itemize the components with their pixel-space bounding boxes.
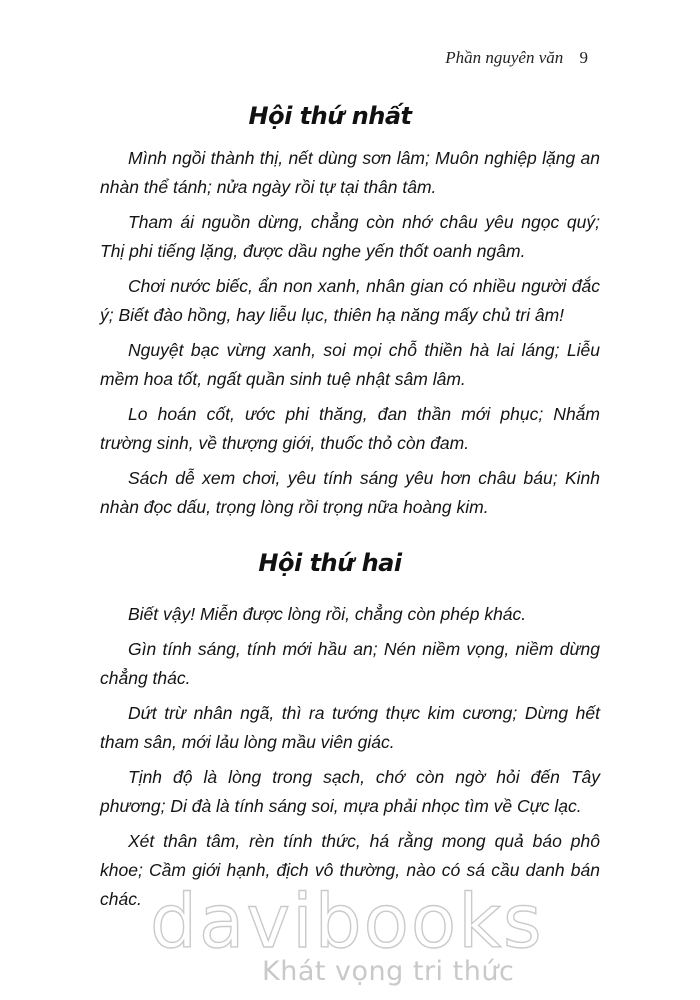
page-number: 9	[579, 48, 588, 67]
paragraph: Chơi nước biếc, ẩn non xanh, nhân gian có nhiều người đắc ý; Biết đào hồng, hay liễu lục, thiên hạ năng mấy chủ tri âm!	[100, 276, 600, 325]
paragraph: Xét thân tâm, rèn tính thức, há rằng mong quả báo phô khoe; Cầm giới hạnh, địch vô thường, nào có sá cầu danh bán chác.	[100, 831, 600, 909]
paragraph: Mình ngồi thành thị, nết dùng sơn lâm; Muôn nghiệp lặng an nhàn thể tánh; nửa ngày rồi tự tại thân tâm.	[100, 148, 600, 197]
paragraph: Sách dễ xem chơi, yêu tính sáng yêu hơn châu báu; Kinh nhàn đọc dấu, trọng lòng rồi trọng nữa hoàng kim.	[100, 468, 600, 517]
paragraph: Lo hoán cốt, ước phi thăng, đan thần mới phục; Nhắm trường sinh, về thượng giới, thuốc thỏ còn đam.	[100, 404, 600, 453]
part1-body	[100, 144, 600, 528]
part1-title: Hội thứ nhất	[248, 102, 412, 130]
paragraph: Biết vậy! Miễn được lòng rồi, chẳng còn phép khác.	[128, 604, 527, 624]
running-header	[445, 48, 588, 68]
paragraph: Gìn tính sáng, tính mới hầu an; Nén niềm vọng, niềm dừng chẳng thác.	[100, 639, 600, 688]
paragraph: Dứt trừ nhân ngã, thì ra tướng thực kim cương; Dừng hết tham sân, mới lảu lòng mầu viên giác.	[100, 703, 600, 752]
watermark-tagline: Khát vọng tri thức	[262, 956, 515, 987]
watermark-logo: davibooks	[150, 879, 544, 965]
paragraph: Tham ái nguồn dừng, chẳng còn nhớ châu yêu ngọc quý; Thị phi tiếng lặng, được dầu nghe yến thốt oanh ngâm.	[100, 212, 600, 261]
paragraph: Tịnh độ là lòng trong sạch, chớ còn ngờ hỏi đến Tây phương; Di đà là tính sáng soi, mựa phải nhọc tìm về Cực lạc.	[100, 767, 600, 816]
part2-body	[100, 600, 600, 920]
section-title: Phần nguyên văn	[445, 48, 564, 67]
paragraph: Nguyệt bạc vừng xanh, soi mọi chỗ thiền hà lai láng; Liễu mềm hoa tốt, ngất quần sinh tuệ nhật sâm lâm.	[100, 340, 600, 389]
part2-title: Hội thứ hai	[258, 549, 402, 577]
